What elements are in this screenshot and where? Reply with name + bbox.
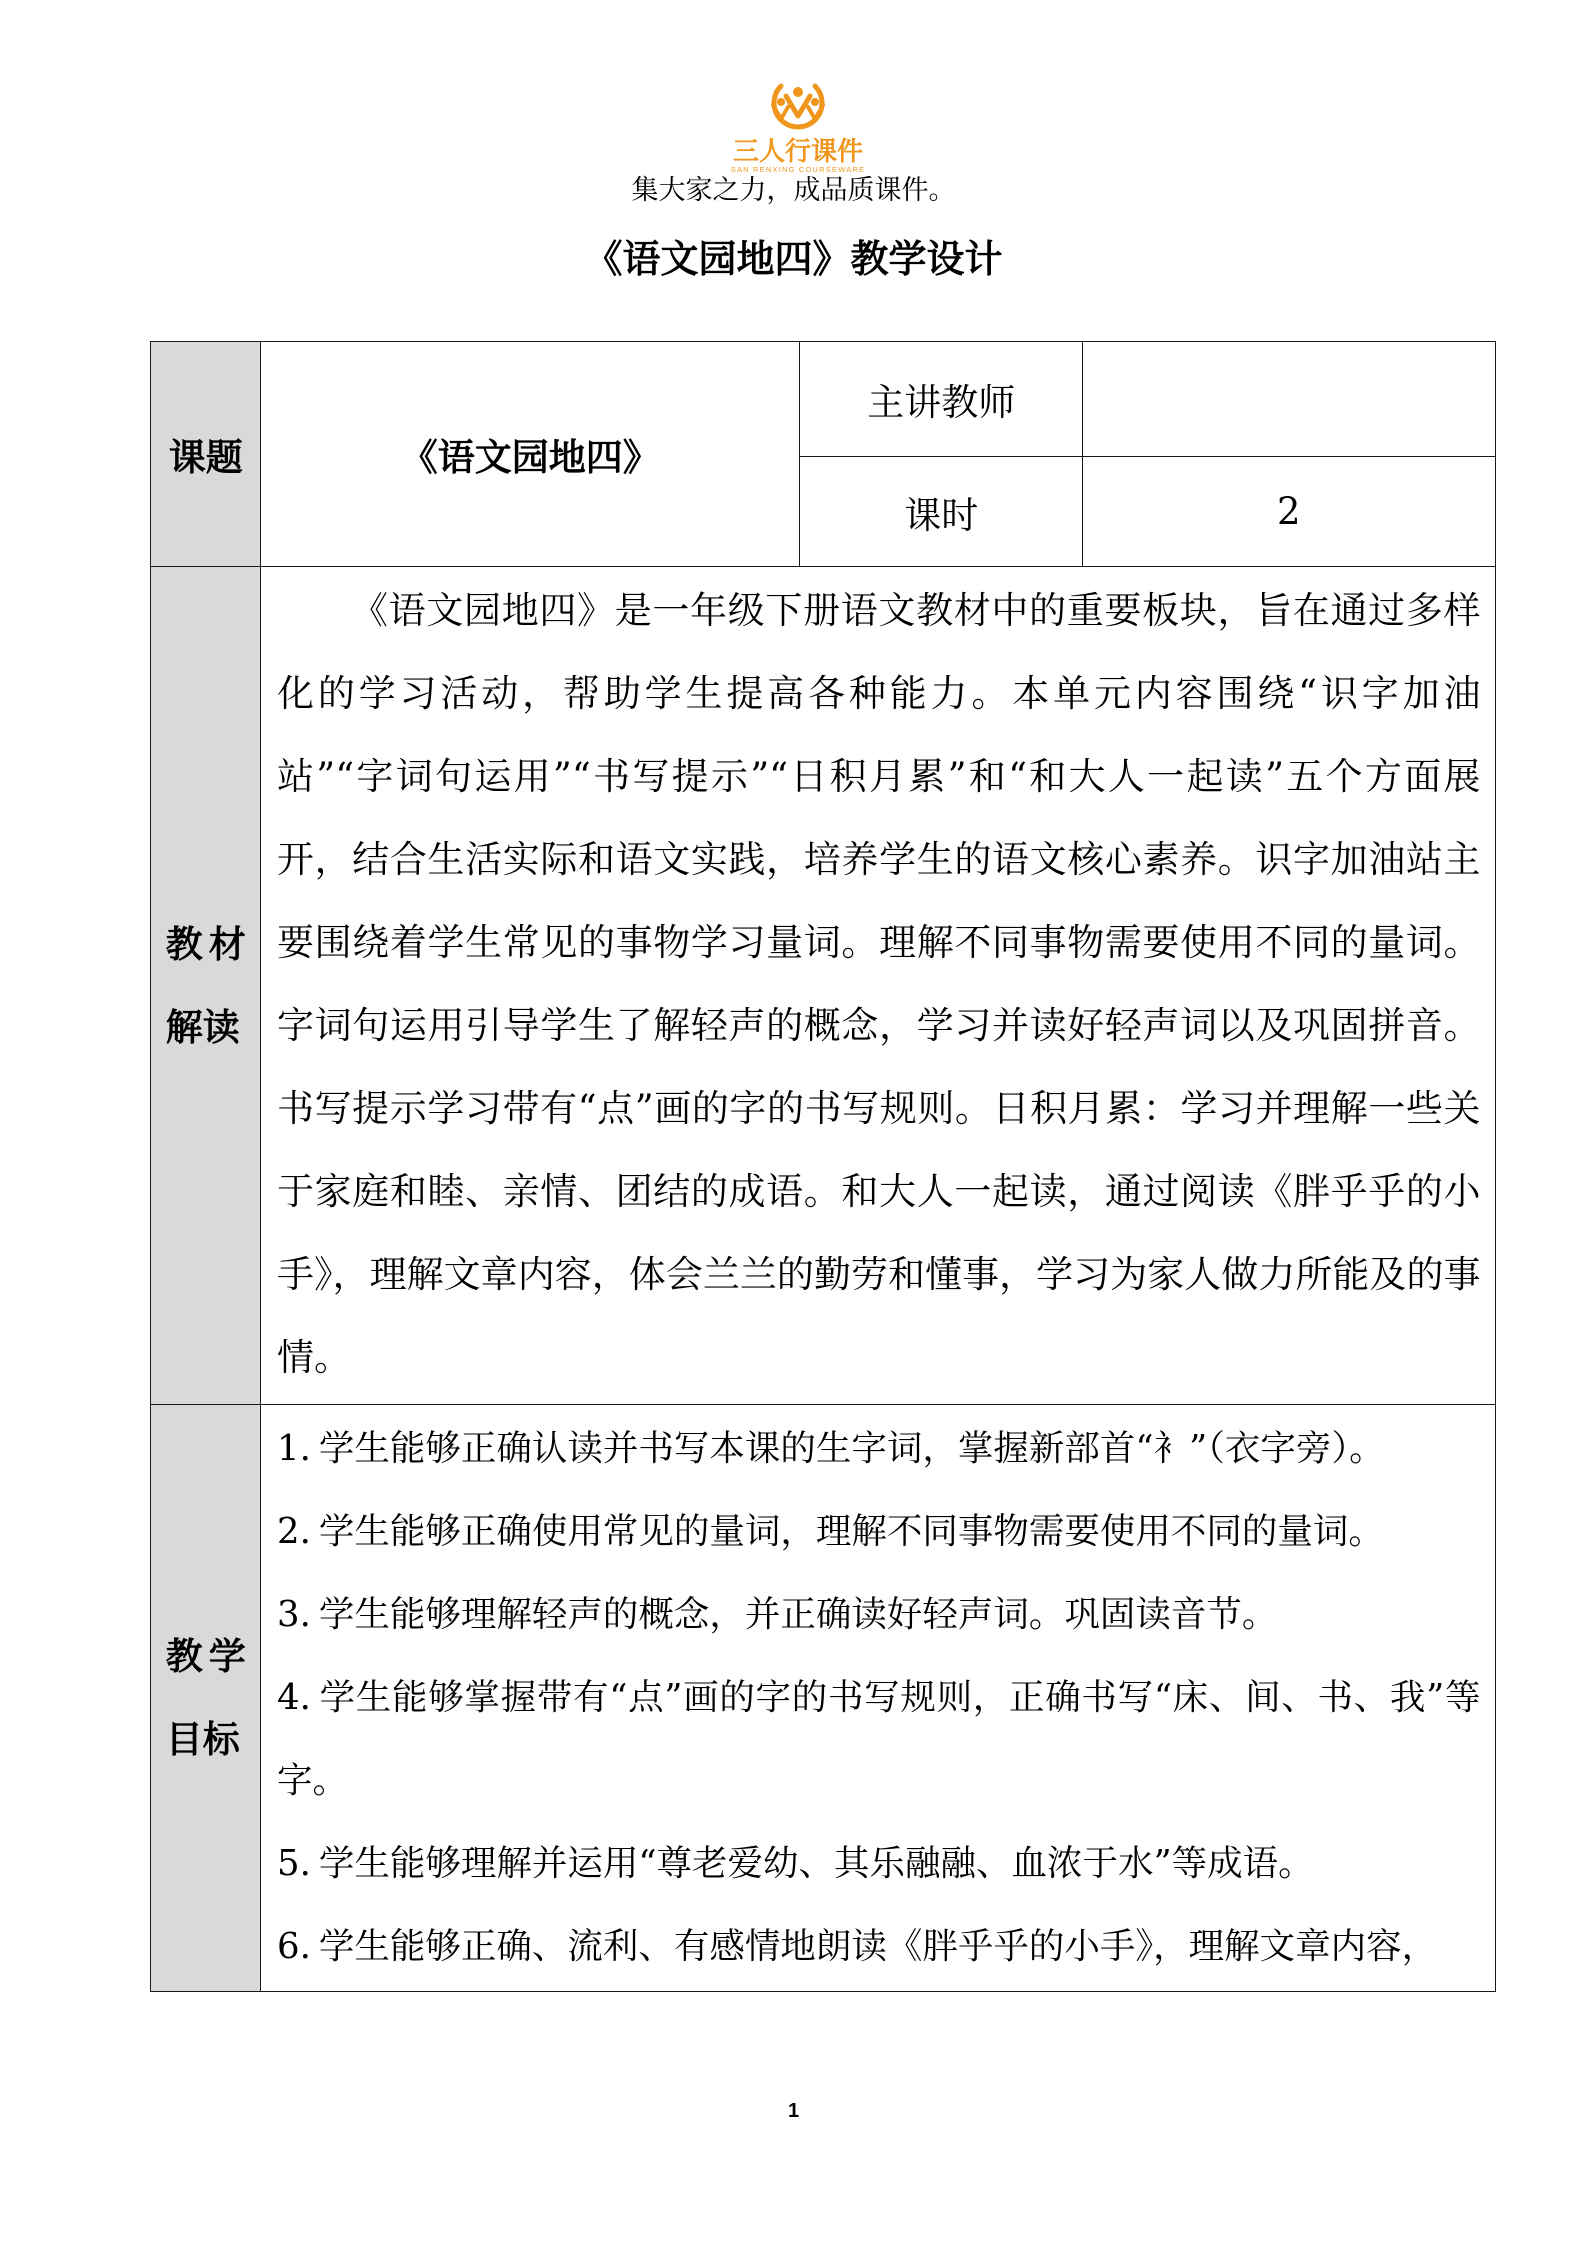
- people-circle-icon: [773, 86, 823, 127]
- logo-figure-left-head: [777, 98, 785, 106]
- analysis-text-cell: [260, 566, 1496, 1406]
- item-number: 5.: [277, 1843, 311, 1884]
- teacher-label: 主讲教师: [867, 381, 1016, 425]
- analysis-label: 教材解读: [165, 921, 246, 1049]
- hours-label: 课时: [904, 493, 979, 537]
- page-number: 1: [787, 2100, 800, 2122]
- topic-label: 课题: [168, 435, 243, 480]
- item-number: 4.: [277, 1677, 311, 1718]
- analysis-label-cell: [150, 566, 262, 1406]
- hours-value: 2: [1276, 490, 1301, 534]
- hours-label-cell: [799, 456, 1084, 568]
- lesson-plan-table: [150, 341, 1496, 1992]
- item-number: 1.: [277, 1428, 311, 1469]
- tagline: 集大家之力，成品质课件。: [631, 175, 956, 206]
- item-number: 6.: [277, 1926, 311, 1967]
- item-text: 学生能够正确、流利、有感情地朗读《胖乎乎的小手》，理解文章内容，: [318, 1926, 1438, 1967]
- item-text: 学生能够正确使用常见的量词，理解不同事物需要使用不同的量词。: [318, 1511, 1384, 1552]
- list-item: [277, 1905, 1481, 1988]
- item-number: 2.: [277, 1511, 311, 1552]
- objectives-label: 教学目标: [165, 1633, 246, 1761]
- list-item: [277, 1407, 1481, 1490]
- logo-figure-right-head: [811, 98, 819, 106]
- brand-logo: [718, 72, 878, 176]
- logo-figure-left-body: [773, 105, 788, 119]
- topic-label-cell: [150, 341, 262, 568]
- teacher-value-cell: [1082, 341, 1496, 458]
- item-text: 学生能够掌握带有“点”画的字的书写规则，正确书写“床、间、书、我”等字。: [277, 1677, 1481, 1801]
- list-item: [277, 1490, 1481, 1573]
- topic-value-cell: [260, 341, 801, 568]
- list-item: [277, 1822, 1481, 1905]
- item-text: 学生能够正确认读并书写本课的生字词，掌握新部首“衤”（衣字旁）。: [318, 1428, 1385, 1469]
- item-number: 3.: [277, 1594, 311, 1635]
- logo-figure-right-body: [808, 105, 823, 119]
- objectives-list: [260, 1404, 1496, 1992]
- logo-figure-center-head: [793, 87, 803, 97]
- topic-value: 《语文园地四》: [400, 435, 660, 480]
- objectives-label-cell: [150, 1404, 262, 1992]
- item-text: 学生能够理解轻声的概念，并正确读好轻声词。巩固读音节。: [318, 1594, 1278, 1635]
- page-title: 《语文园地四》教学设计: [584, 236, 1003, 281]
- list-item: [277, 1573, 1481, 1656]
- teacher-label-cell: [799, 341, 1084, 458]
- item-text: 学生能够理解并运用“尊老爱幼、其乐融融、血浓于水”等成语。: [318, 1843, 1314, 1884]
- list-item: [277, 1656, 1481, 1822]
- analysis-text: 《语文园地四》是一年级下册语文教材中的重要板块，旨在通过多样化的学习活动，帮助学生提高各种能力。本单元内容围绕“识字加油站”“字词句运用”“书写提示”“日积月累”和“和大人一起读”五个方面展开，结合生活实际和语文实践，培养学生的语文核心素养。识字加油站主要围绕着学生常见的事物学习量词。理解不同事物需要使用不同的量词。字词句运用引导学生了解轻声的概念，学习并读好轻声词以及巩固拼音。书写提示学习带有“点”画的字的书写规则。日积月累：学习并理解一些关于家庭和睦、亲情、团结的成语。和大人一起读，通过阅读《胖乎乎的小手》，理解文章内容，体会兰兰的勤劳和懂事，学习为家人做力所能及的事情。: [277, 589, 1481, 1379]
- hours-value-cell: [1082, 456, 1496, 568]
- logo-brand-subtext: SAN RENXING COURSEWARE: [730, 165, 866, 174]
- logo-brand-text: 三人行课件: [732, 137, 864, 167]
